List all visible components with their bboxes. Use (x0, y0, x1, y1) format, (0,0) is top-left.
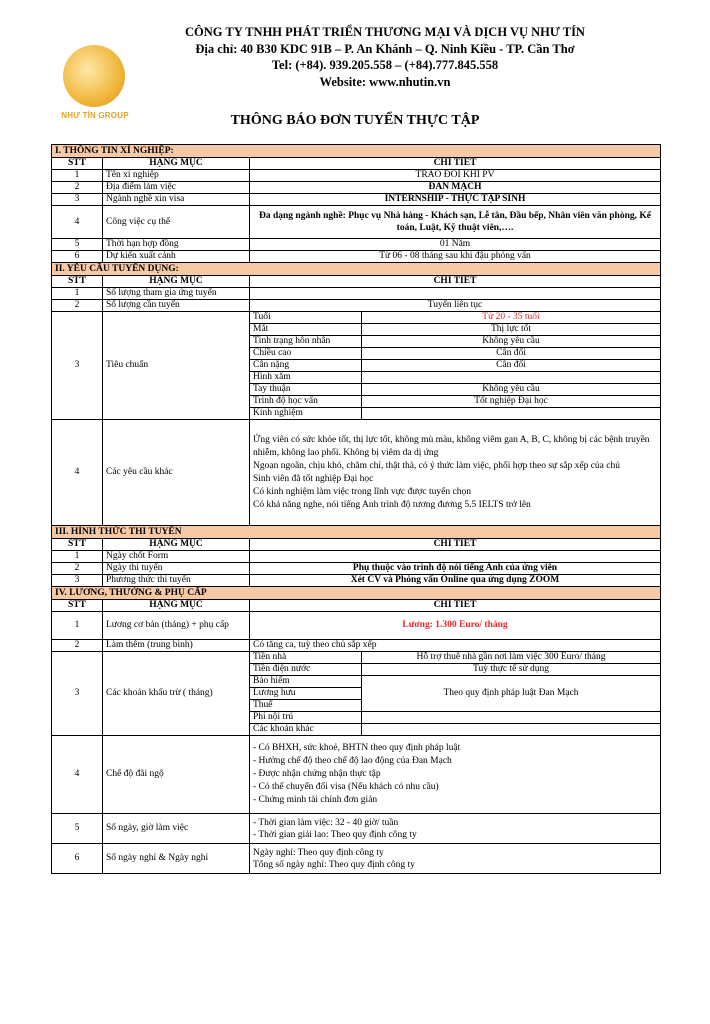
column-header-row: STT HẠNG MỤC CHI TIẾT (52, 158, 661, 170)
logo-text: NHƯ TÍN GROUP (61, 111, 129, 120)
table-row: Tiền điện nước Tuỳ thực tế sử dụng (52, 664, 661, 676)
table-row: Lương hưu (52, 688, 661, 700)
table-row: 1 Số lượng tham gia ứng tuyển (52, 288, 661, 300)
table-row: 3 Tiêu chuẩn Tuổi Từ 20 - 35 tuổi (52, 312, 661, 324)
table-row: 5 Số ngày, giờ làm việc - Thời gian làm việc: 32 - 40 giờ/ tuần - Thời gian giải lao: Theo quy định công ty (52, 814, 661, 844)
company-info (150, 24, 620, 90)
table-row: 3 Ngành nghề xin visa INTERNSHIP - THỰC TẬP SINH (52, 194, 661, 206)
table-row: Tình trạng hôn nhân Không yêu cầu (52, 336, 661, 348)
table-row: Tay thuận Không yêu cầu (52, 384, 661, 396)
table-row: Phí nội trú (52, 712, 661, 724)
table-row: Chiều cao Cân đối (52, 348, 661, 360)
company-phone: Tel: (+84). 939.205.558 – (+84).777.845.558 (271, 58, 499, 72)
table-row: 4 Các yêu cầu khác Ứng viên có sức khỏe tốt, thị lực tốt, không mù màu, không viêm gan A, B, C, không bị các bệnh truyền nhiễm, không lao phổi. Không bị viêm da dị ứng Ngoan ngoãn, chịu khó, chăm chỉ, thật thà, có ý thức làm việc, phối hợp theo sự sắp xếp của chủ Sinh viên đã tốt nghiệp Đại học Có kinh nghiệm làm việc trong lĩnh vực được tuyển chọn Có khả năng nghe, nói tiếng Anh trình độ tương đương 5.5 IELTS trở lên (52, 420, 661, 526)
table-row: Kinh nghiệm (52, 408, 661, 420)
other-requirements: Ứng viên có sức khỏe tốt, thị lực tốt, không mù màu, không viêm gan A, B, C, không bị các bệnh truyền nhiễm, không lao phổi. Không bị viêm da dị ứng Ngoan ngoãn, chịu khó, chăm chỉ, thật thà, có ý thức làm việc, phối hợp theo sự sắp xếp của chủ Sinh viên đã tốt nghiệp Đại học Có kinh nghiệm làm việc trong lĩnh vực được tuyển chọn Có khả năng nghe, nói tiếng Anh trình độ tương đương 5.5 IELTS trở lên (250, 420, 661, 526)
table-row: 3 Phương thức thi tuyển Xét CV và Phỏng vấn Online qua ứng dụng ZOOM (52, 575, 661, 587)
working-hours: - Thời gian làm việc: 32 - 40 giờ/ tuần - Thời gian giải lao: Theo quy định công ty (250, 814, 661, 844)
column-header-row: STT HẠNG MỤC CHI TIẾT (52, 539, 661, 551)
table-row: 4 Công việc cụ thể Đa dạng ngành nghề: Phục vụ Nhà hàng - Khách sạn, Lễ tân, Đầu bếp, Nhân viên văn phòng, Kế toán, Luật, Kỹ thuật viên,…. (52, 206, 661, 239)
table-row: 1 Lương cơ bản (tháng) + phụ cấp Lương: 1.300 Euro/ tháng (52, 612, 661, 640)
table-row: 1 Ngày chốt Form (52, 551, 661, 563)
section-header: I. THÔNG TIN XÍ NGHIỆP: (52, 145, 661, 158)
table-row: Mắt Thị lực tốt (52, 324, 661, 336)
table-row: 6 Số ngày nghỉ & Ngày nghỉ Ngày nghỉ: Theo quy định công ty Tổng số ngày nghỉ: Theo quy định công ty (52, 844, 661, 874)
table-row: 2 Địa điểm làm việc ĐAN MẠCH (52, 182, 661, 194)
table-row: 2 Làm thêm (trung bình) Có tăng ca, tuỳ theo chủ sắp xếp (52, 640, 661, 652)
section-header: II. YÊU CẦU TUYỂN DỤNG: (52, 263, 661, 276)
column-header-row: STT HẠNG MỤC CHI TIẾT (52, 600, 661, 612)
table-row: 6 Dự kiến xuất cảnh Từ 06 - 08 tháng sau khi đậu phỏng vấn (52, 251, 661, 263)
table-row: Bảo hiểm Theo quy định pháp luật Đan Mạch (52, 676, 661, 688)
table-row: Cân nặng Cân đối (52, 360, 661, 372)
page-title: THÔNG BÁO ĐƠN TUYỂN THỰC TẬP (230, 113, 480, 128)
table-row: Các khoản khác (52, 724, 661, 736)
table-row: 5 Thời hạn hợp đồng 01 Năm (52, 239, 661, 251)
section-header: IV. LƯƠNG, THƯỞNG & PHỤ CẤP (52, 587, 661, 600)
table-row: 2 Ngày thi tuyển Phụ thuộc vào trình độ nói tiếng Anh của ứng viên (52, 563, 661, 575)
section-header: III. HÌNH THỨC THI TUYỂN (52, 526, 661, 539)
table-row: Thuế (52, 700, 661, 712)
table-row: 4 Chế độ đãi ngộ - Có BHXH, sức khoẻ, BHTN theo quy định pháp luật - Hưởng chế độ theo chế độ lao động của Đan Mạch - Được nhận chứng nhận thực tập - Có thể chuyển đổi visa (Nếu khách có nhu cầu) - Chứng minh tài chính đơn giản (52, 736, 661, 814)
company-name: CÔNG TY TNHH PHÁT TRIỂN THƯƠNG MẠI VÀ DỊCH VỤ NHƯ TÍN (185, 25, 585, 39)
recruitment-table (51, 144, 661, 874)
table-row: 2 Số lượng cần tuyển Tuyển liên tục (52, 300, 661, 312)
table-row: Hình xăm (52, 372, 661, 384)
document-header (0, 0, 710, 140)
table-row: 3 Các khoản khấu trừ ( tháng) Tiền nhà Hỗ trợ thuê nhà gần nơi làm việc 300 Euro/ tháng (52, 652, 661, 664)
logo-emblem-icon (63, 45, 125, 107)
benefits-list: - Có BHXH, sức khoẻ, BHTN theo quy định pháp luật - Hưởng chế độ theo chế độ lao động của Đan Mạch - Được nhận chứng nhận thực tập - Có thể chuyển đổi visa (Nếu khách có nhu cầu) - Chứng minh tài chính đơn giản (250, 736, 661, 814)
column-header-row: STT HẠNG MỤC CHI TIẾT (52, 276, 661, 288)
table-row: 1 Tên xí nghiệp TRAO ĐỔI KHI PV (52, 170, 661, 182)
table-row: Trình độ học vấn Tốt nghiệp Đại học (52, 396, 661, 408)
company-website: Website: www.nhutin.vn (319, 74, 451, 89)
days-off: Ngày nghỉ: Theo quy định công ty Tổng số ngày nghỉ: Theo quy định công ty (250, 844, 661, 874)
company-address: Địa chỉ: 40 B30 KDC 91B – P. An Khánh – Q. Ninh Kiều - TP. Cần Thơ (195, 41, 575, 56)
